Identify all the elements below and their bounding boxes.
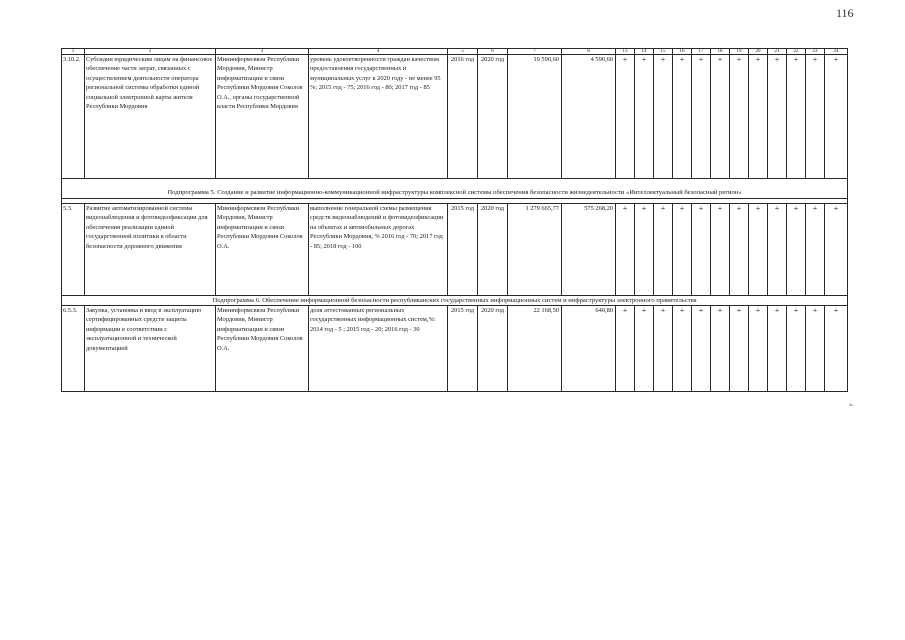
column-number: 8 [562, 49, 616, 55]
year-mark: + [825, 306, 848, 392]
year-mark: + [654, 204, 673, 296]
year-mark: + [635, 204, 654, 296]
program-table [61, 48, 848, 392]
year-mark: + [787, 55, 806, 179]
column-number: 7 [508, 49, 562, 55]
item-number: 6.5.3. [62, 306, 85, 392]
table-row [62, 55, 848, 179]
year-mark: + [616, 204, 635, 296]
item-end-year: 2020 год [478, 55, 508, 179]
year-mark: + [692, 55, 711, 179]
column-number: 5 [448, 49, 478, 55]
item-executor: Мининформсвязи Республики Мордовия, Министр информатизации и связи Республики Мордовия Соколов О.А. [216, 204, 309, 296]
page-number: 116 [836, 6, 854, 20]
item-funding-total: 22 168,50 [508, 306, 562, 392]
column-number: 6 [478, 49, 508, 55]
year-mark: + [825, 204, 848, 296]
item-name: Субсидии юридическим лицам на финансовое обеспечение части затрат, связанных с осуществлением деятельности оператора региональной системы обработки единой социальной электронной карты жителя Республики Мордовия [85, 55, 216, 179]
year-mark: + [806, 55, 825, 179]
item-start-year: 2015 год [448, 204, 478, 296]
item-funding-secondary: 4 590,60 [562, 55, 616, 179]
column-number: 1 [62, 49, 85, 55]
subprogram-title: Подпрограмма 5. Создание и развитие информационно-коммуникационной инфраструктуры комплексной системы обеспечения безопасности жизнедеятельности «Интеллектуальный безопасный регион» [62, 179, 848, 199]
year-mark: + [711, 204, 730, 296]
year-mark: + [692, 306, 711, 392]
year-mark: + [787, 306, 806, 392]
table-row [62, 204, 848, 296]
column-number: 2 [85, 49, 216, 55]
year-mark: + [768, 306, 787, 392]
item-start-year: 2016 год [448, 55, 478, 179]
column-number: 16 [673, 49, 692, 55]
year-mark: + [616, 55, 635, 179]
item-funding-total: 1 279 665,77 [508, 204, 562, 296]
subprogram-row [62, 179, 848, 199]
column-number: 4 [309, 49, 448, 55]
column-number: 23 [806, 49, 825, 55]
column-number: 14 [635, 49, 654, 55]
closing-quote-mark: ». [849, 401, 854, 408]
item-indicator: выполнение генеральной схемы размещения средств видеонаблюдений и фотовидеофиксации на объектах и автомобильных дорогах Республики Мордовия, % 2016 год - 70; 2017 год - 85; 2018 год - 100 [309, 204, 448, 296]
column-number: 18 [711, 49, 730, 55]
year-mark: + [673, 204, 692, 296]
year-mark: + [711, 306, 730, 392]
column-number: 24 [825, 49, 848, 55]
column-number: 3 [216, 49, 309, 55]
subprogram-title: Подпрограмма 6. Обеспечение информационной безопасности республиканских государственных информационных систем и инфраструктуры электронного правительства [62, 296, 848, 306]
year-mark: + [768, 55, 787, 179]
item-executor: Мининформсвязи Республики Мордовия, Министр информатизации и связи Республики Мордовия Соколов О.А., органы государственной власти Республики Мордовия [216, 55, 309, 179]
year-mark: + [635, 55, 654, 179]
year-mark: + [749, 55, 768, 179]
item-executor: Мининформсвязи Республики Мордовия, Министр информатизации и связи Республики Мордовия Соколов О.А. [216, 306, 309, 392]
year-mark: + [616, 306, 635, 392]
item-name: Закупка, установка и ввод в эксплуатацию сертифицированных средств защиты информации в соответствии с эксплуатационной и технической документацией [85, 306, 216, 392]
table-row [62, 306, 848, 392]
year-mark: + [806, 204, 825, 296]
year-mark: + [730, 306, 749, 392]
item-indicator: уровень удовлетворенности граждан качеством предоставления государственных и муниципальных услуг к 2020 году - не менее 95 %; 2015 год - 75; 2016 год - 80; 2017 год - 85 [309, 55, 448, 179]
item-funding-secondary: 640,80 [562, 306, 616, 392]
column-number: 19 [730, 49, 749, 55]
column-number: 20 [749, 49, 768, 55]
year-mark: + [673, 55, 692, 179]
year-mark: + [787, 204, 806, 296]
item-end-year: 2020 год [478, 204, 508, 296]
year-mark: + [730, 55, 749, 179]
column-number: 21 [768, 49, 787, 55]
year-mark: + [673, 306, 692, 392]
subprogram-row [62, 296, 848, 306]
column-number: 22 [787, 49, 806, 55]
item-name: Развитие автоматизированной системы видеонаблюдения и фотовидеофиксации для обеспечения реализации единой государственной политики в области безопасности дорожного движения [85, 204, 216, 296]
item-funding-total: 19 590,60 [508, 55, 562, 179]
year-mark: + [806, 306, 825, 392]
year-mark: + [749, 306, 768, 392]
year-mark: + [654, 306, 673, 392]
item-indicator: доля аттестованных региональных государственных информационных систем,%: 2014 год - 5 ; 2015 год - 20; 2016 год - 30 [309, 306, 448, 392]
year-mark: + [654, 55, 673, 179]
column-number: 15 [654, 49, 673, 55]
year-mark: + [825, 55, 848, 179]
item-number: 3.10.2. [62, 55, 85, 179]
item-funding-secondary: 575 268,20 [562, 204, 616, 296]
column-number: 13 [616, 49, 635, 55]
year-mark: + [635, 306, 654, 392]
column-number: 17 [692, 49, 711, 55]
year-mark: + [692, 204, 711, 296]
item-start-year: 2015 год [448, 306, 478, 392]
item-end-year: 2020 год [478, 306, 508, 392]
year-mark: + [711, 55, 730, 179]
year-mark: + [730, 204, 749, 296]
year-mark: + [768, 204, 787, 296]
year-mark: + [749, 204, 768, 296]
item-number: 5.3. [62, 204, 85, 296]
